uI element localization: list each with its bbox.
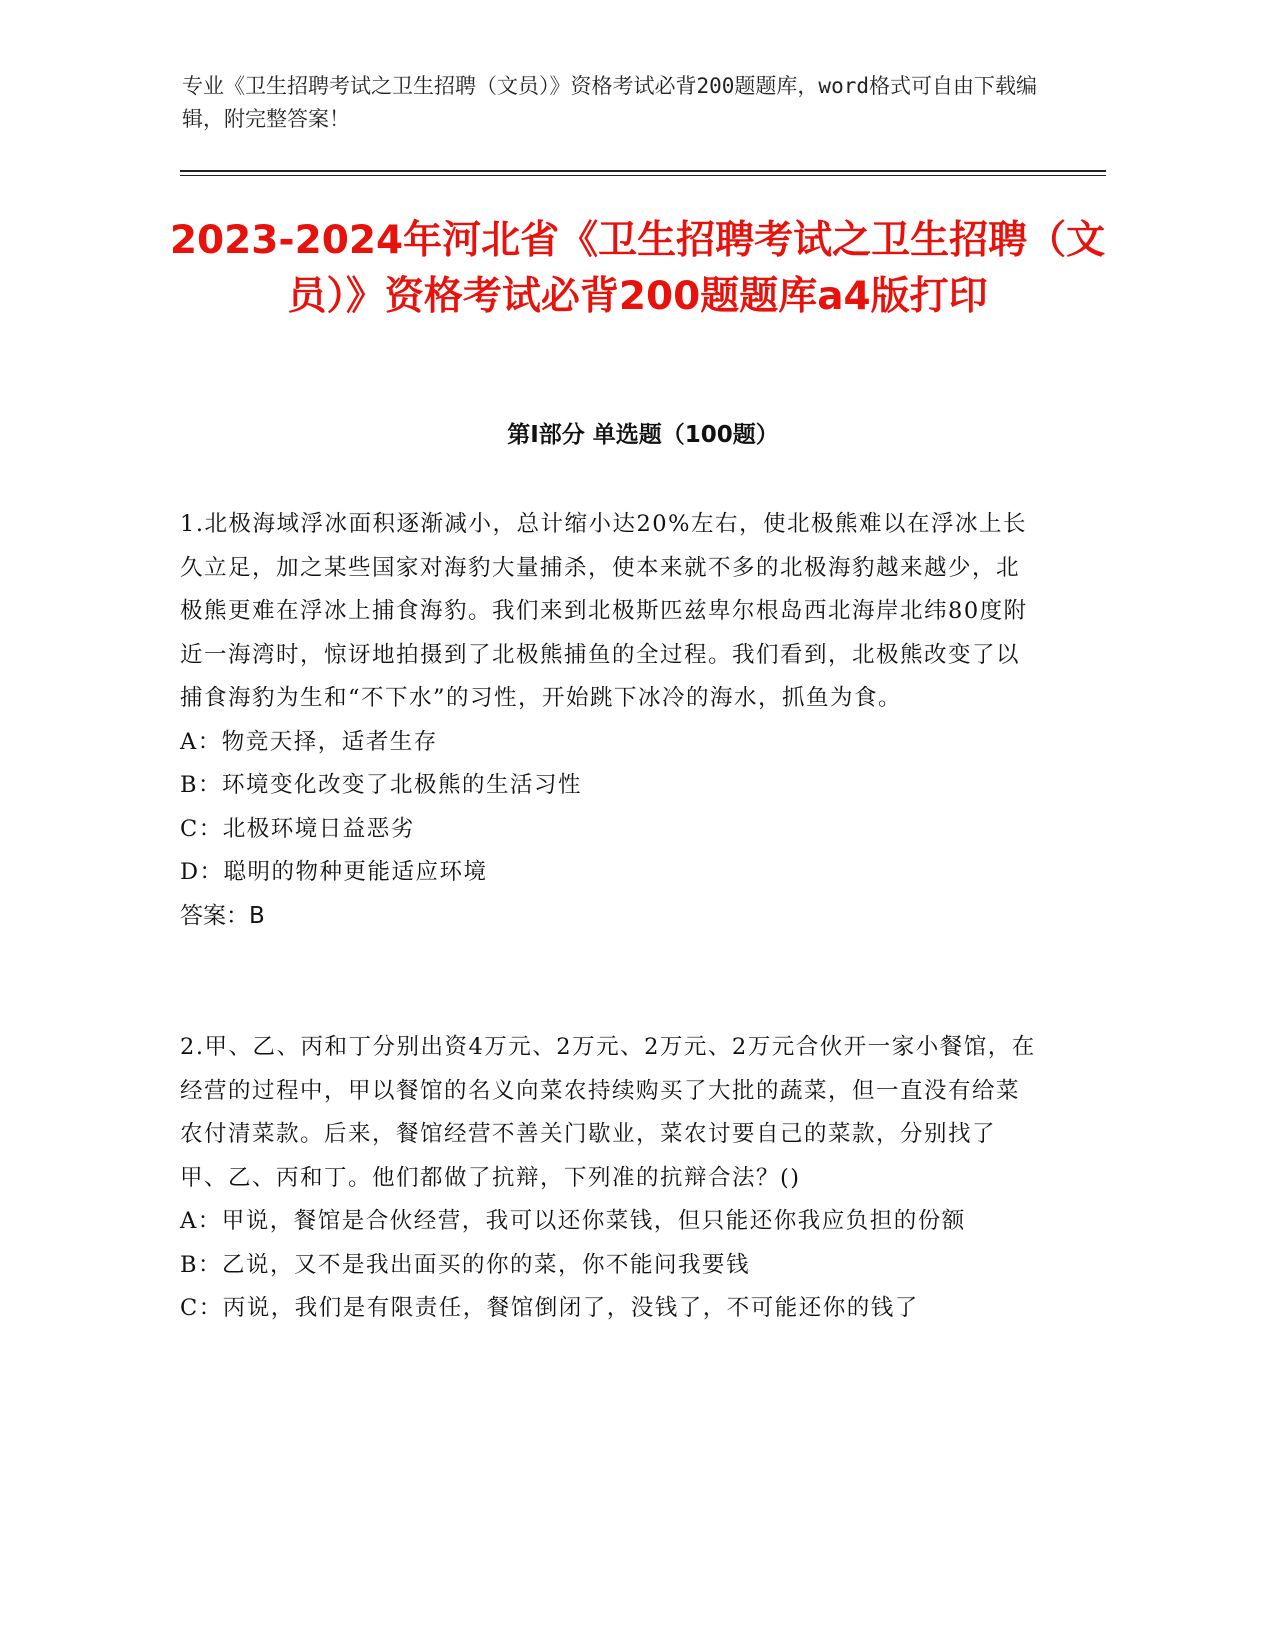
- header-note: 专业《卫生招聘考试之卫生招聘（文员）》资格考试必背200题题库，word格式可自由下载编辑，附完整答案！: [182, 74, 1037, 131]
- section-title: 第I部分 单选题（100题）: [507, 422, 779, 448]
- option-b: B：环境变化改变了北极熊的生活习性: [180, 772, 583, 798]
- option-c: C：北极环境日益恶劣: [180, 815, 415, 842]
- option-c: C：丙说，我们是有限责任，餐馆倒闭了，没钱了，不可能还你的钱了: [180, 1295, 919, 1321]
- question-stem: 2.甲、乙、丙和丁分别出资4万元、2万元、2万元、2万元合伙开一家小餐馆，在经营的过程中，甲以餐馆的名义向菜农持续购买了大批的蔬菜，但一直没有给菜农付清菜款。后来，餐馆经营不善关门歇业，菜农讨要自己的菜款，分别找了甲、乙、丙和丁。他们都做了抗辩，下列准的抗辩合法？(): [180, 1034, 1036, 1191]
- option-d: D：聪明的物种更能适应环境: [180, 859, 488, 885]
- header-divider-thick: [180, 170, 1106, 172]
- header-divider-thin: [180, 175, 1106, 176]
- document-title: 2023-2024年河北省《卫生招聘考试之卫生招聘（文员）》资格考试必背200题题库a4版打印: [169, 218, 1106, 319]
- question-stem: 1.北极海域浮冰面积逐渐减小，总计缩小达20%左右，使北极熊难以在浮冰上长久立足，加之某些国家对海豹大量捕杀，使本来就不多的北极海豹越来越少，北极熊更难在浮冰上捕食海豹。我们来到北极斯匹兹卑尔根岛西北海岸北纬80度附近一海湾时，惊讶地拍摄到了北极熊捕鱼的全过程。我们看到，北极熊改变了以捕食海豹为生和“不下水”的习性，开始跳下冰冷的海水，抓鱼为食。: [180, 511, 1028, 711]
- option-a: A：甲说，餐馆是合伙经营，我可以还你菜钱，但只能还你我应负担的份额: [180, 1208, 966, 1234]
- option-a: A：物竞天择，适者生存: [180, 728, 438, 755]
- option-b: B：乙说，又不是我出面买的你的菜，你不能问我要钱: [180, 1251, 751, 1278]
- answer: 答案：B: [180, 902, 265, 929]
- question-1: [180, 503, 1040, 938]
- question-2: [180, 1026, 1040, 1331]
